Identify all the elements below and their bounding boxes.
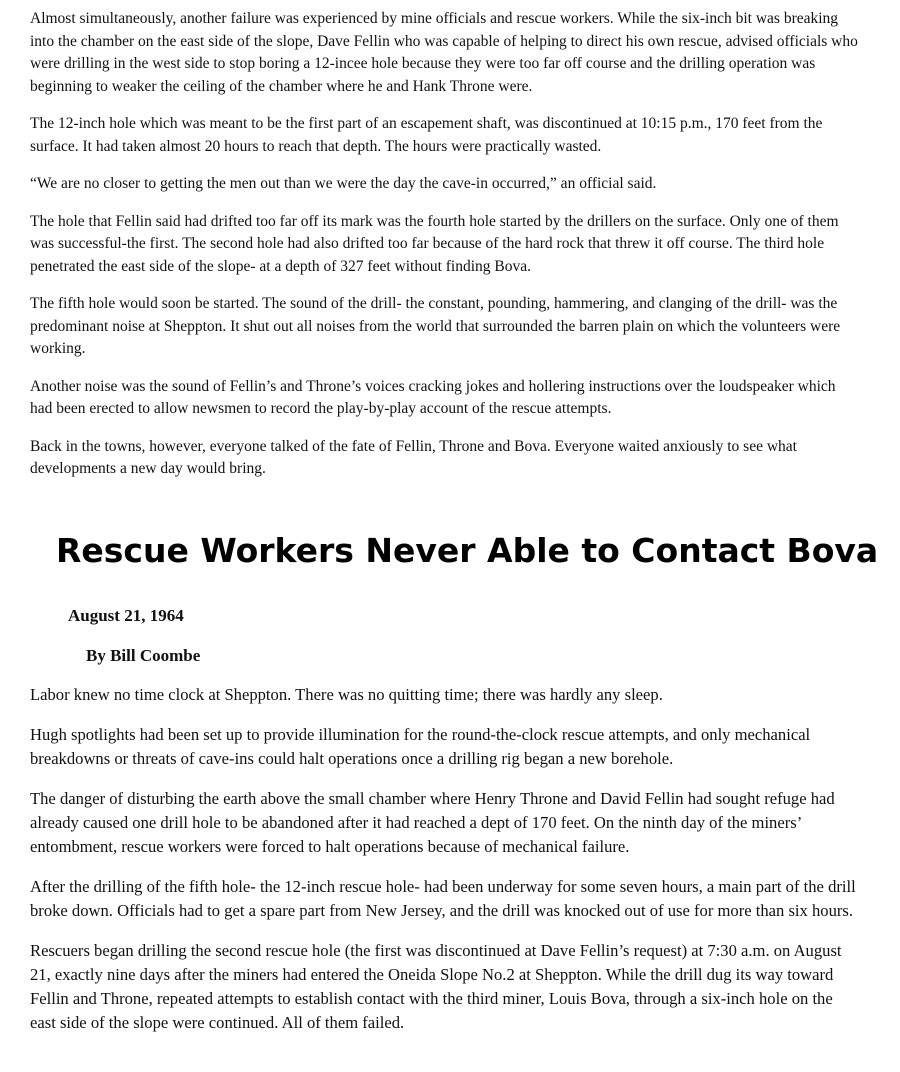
article-date: August 21, 1964	[68, 606, 184, 625]
paragraph: The 12-inch hole which was meant to be the first part of an escapement shaft, was discontinued at 10:15 p.m., 170 feet from the surface. It had taken almost 20 hours to reach that depth. The hours were practically wasted.	[30, 115, 823, 155]
article-byline: By Bill Coombe	[86, 646, 201, 665]
article-headline: Rescue Workers Never Able to Contact Bova	[56, 531, 879, 570]
paragraph: Back in the towns, however, everyone talked of the fate of Fellin, Throne and Bova. Everyone waited anxiously to see what developments a new day would bring.	[30, 437, 797, 477]
article-body	[30, 683, 862, 1051]
paragraph: Almost simultaneously, another failure was experienced by mine officials and rescue workers. While the six-inch bit was breaking into the chamber on the east side of the slope, Dave Fellin who was capable of helping to direct his own rescue, advised officials who were drilling in the west side to stop boring a 12-incee hole because they were too far off course and the drilling operation was beginning to weaker the ceiling of the chamber where he and Hank Throne were.	[30, 10, 858, 95]
paragraph: Labor knew no time clock at Sheppton. There was no quitting time; there was hardly any sleep.	[30, 685, 663, 704]
paragraph: Another noise was the sound of Fellin’s and Throne’s voices cracking jokes and hollering instructions over the loudspeaker which had been erected to allow newsmen to record the play-by-play account of the rescue attempts.	[30, 377, 836, 417]
paragraph: Rescuers began drilling the second rescue hole (the first was discontinued at Dave Fellin’s request) at 7:30 a.m. on August 21, exactly nine days after the miners had entered the Oneida Slope No.2 at Sheppton. While the drill dug its way toward Fellin and Throne, repeated attempts to establish contact with the third miner, Louis Bova, through a six-inch hole on the east side of the slope were continued. All of them failed.	[30, 941, 842, 1032]
paragraph: “We are no closer to getting the men out than we were the day the cave-in occurred,” an official said.	[30, 175, 657, 192]
paragraph: The danger of disturbing the earth above the small chamber where Henry Throne and David Fellin had sought refuge had already caused one drill hole to be abandoned after it had reached a dept of 170 feet. On the ninth day of the miners’ entombment, rescue workers were forced to halt operations because of mechanical failure.	[30, 789, 835, 856]
paragraph: The hole that Fellin said had drifted too far off its mark was the fourth hole started by the drillers on the surface. Only one of them was successful-the first. The second hole had also drifted too far because of the hard rock that threw it off course. The third hole penetrated the east side of the slope- at a depth of 327 feet without finding Bova.	[30, 212, 839, 275]
paragraph: Hugh spotlights had been set up to provide illumination for the round-the-clock rescue attempts, and only mechanical breakdowns or threats of cave-ins could halt operations once a drilling rig began a new borehole.	[30, 725, 811, 768]
paragraph: After the drilling of the fifth hole- the 12-inch rescue hole- had been underway for some seven hours, a main part of the drill broke down. Officials had to get a spare part from New Jersey, and the drill was knocked out of use for more than six hours.	[30, 877, 856, 920]
paragraph: The fifth hole would soon be started. The sound of the drill- the constant, pounding, hammering, and clanging of the drill- was the predominant noise at Sheppton. It shut out all noises from the world that surrounded the barren plain on which the volunteers were working.	[30, 295, 841, 357]
previous-article-continuation	[30, 8, 860, 496]
